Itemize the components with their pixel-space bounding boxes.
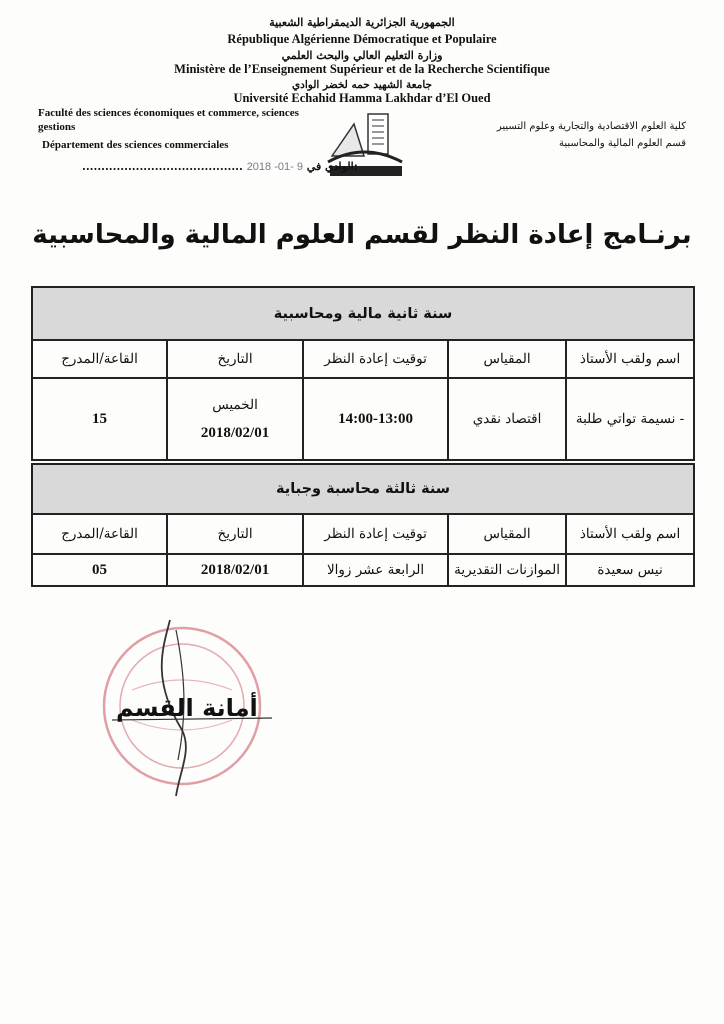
header-fr-3: Université Echahid Hamma Lakhdar d’El Oued bbox=[233, 91, 491, 105]
col-header: توقيت إعادة النظر bbox=[303, 514, 448, 554]
date-cell: 2018/02/01 bbox=[167, 554, 303, 586]
col-header: توقيت إعادة النظر bbox=[303, 340, 448, 378]
university-logo bbox=[324, 112, 406, 184]
room-cell: 05 bbox=[32, 554, 167, 586]
time-cell: 14:00-13:00 bbox=[303, 378, 448, 460]
place-dots: .......................................... bbox=[82, 160, 243, 173]
teacher-cell: - نسيمة تواتي طلبة bbox=[566, 378, 694, 460]
module-cell: الموازنات التقديرية bbox=[448, 554, 566, 586]
header-ar-1: الجمهورية الجزائرية الديمقراطية الشعبية bbox=[269, 16, 455, 29]
department-fr: Département des sciences commerciales bbox=[42, 139, 229, 151]
header-ar-3: جامعة الشهيد حمه لخضر الوادي bbox=[291, 79, 433, 91]
module-cell: اقتصاد نقدي bbox=[448, 378, 566, 460]
faculty-block-ar bbox=[497, 118, 686, 152]
col-header: التاريخ bbox=[167, 514, 303, 554]
signature-label: أمانة القسم bbox=[116, 694, 258, 722]
room-cell: 15 bbox=[32, 378, 167, 460]
place-label: الوادي في: bbox=[306, 160, 358, 173]
day-text: الخميس bbox=[212, 396, 258, 413]
department-ar: قسم العلوم المالية والمحاسبية bbox=[558, 138, 686, 149]
schedule-table-2 bbox=[31, 463, 695, 587]
place-date-line bbox=[82, 160, 358, 173]
faculty-ar: كلية العلوم الاقتصادية والتجارية وعلوم التسيير bbox=[496, 121, 686, 132]
stamped-date: 2018 -01- 9 bbox=[246, 161, 303, 173]
col-header: القاعة/المدرج bbox=[32, 514, 167, 554]
col-header: اسم ولقب الأستاذ bbox=[566, 514, 694, 554]
faculty-fr: Faculté des sciences économiques et commerce, sciences gestions bbox=[38, 107, 299, 133]
header-fr-1: République Algérienne Démocratique et Populaire bbox=[227, 32, 497, 46]
section-heading: سنة ثانية مالية ومحاسبية bbox=[32, 287, 694, 340]
faculty-block-fr bbox=[38, 106, 328, 152]
col-header: المقياس bbox=[448, 340, 566, 378]
schedule-table-1 bbox=[31, 286, 695, 461]
col-header: اسم ولقب الأستاذ bbox=[566, 340, 694, 378]
date-text: 2018/02/01 bbox=[200, 424, 270, 441]
col-header: التاريخ bbox=[167, 340, 303, 378]
date-cell bbox=[167, 378, 303, 460]
col-header: المقياس bbox=[448, 514, 566, 554]
header-fr-2: Ministère de l’Enseignement Supérieur et de la Recherche Scientifique bbox=[174, 62, 550, 76]
col-header: القاعة/المدرج bbox=[32, 340, 167, 378]
page-title: برنـامج إعادة النظر لقسم العلوم المالية والمحاسبية bbox=[32, 220, 692, 250]
header-ar-2: وزارة التعليم العالي والبحث العلمي bbox=[281, 49, 443, 62]
section-heading: سنة ثالثة محاسبة وجباية bbox=[32, 464, 694, 514]
teacher-cell: نيس سعيدة bbox=[566, 554, 694, 586]
time-cell: الرابعة عشر زوالا bbox=[303, 554, 448, 586]
